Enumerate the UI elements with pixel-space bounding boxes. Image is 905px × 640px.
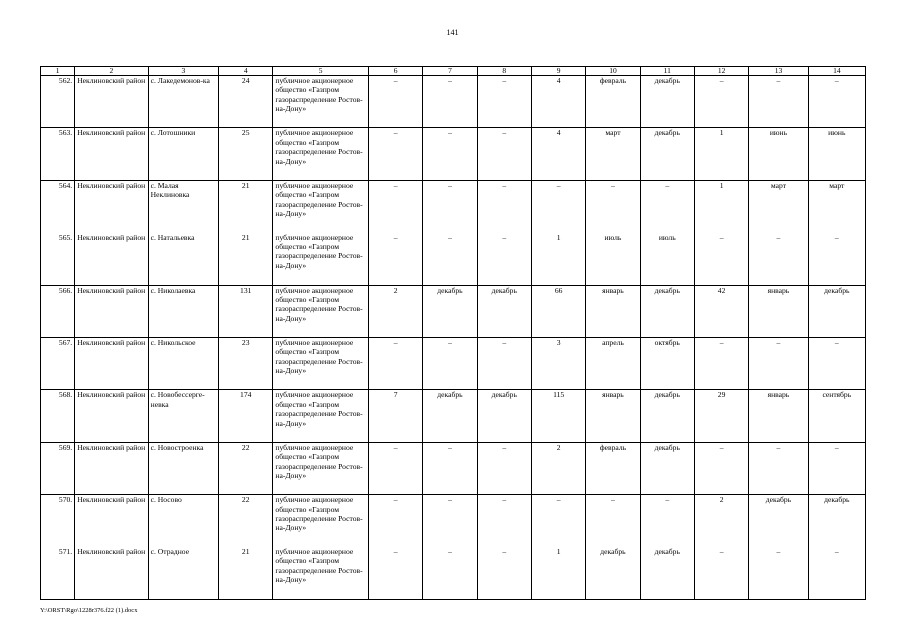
cell-col-13: январь <box>749 390 808 442</box>
cell-col-11: декабрь <box>640 390 694 442</box>
cell-settlement: с. Никольское <box>148 337 218 389</box>
cell-col-8: – <box>477 180 531 232</box>
cell-col-13: март <box>749 180 808 232</box>
cell-count: 23 <box>219 337 273 389</box>
cell-settlement: с. Лакедемонов-ка <box>148 76 218 128</box>
cell-organization: публичное акционерное общество «Газпром газораспределение Ростов-на-Дону» <box>273 390 369 442</box>
cell-settlement: с. Носово <box>148 495 218 547</box>
cell-organization: публичное акционерное общество «Газпром газораспределение Ростов-на-Дону» <box>273 547 369 599</box>
table-row <box>41 495 866 547</box>
cell-col-10: декабрь <box>586 547 640 599</box>
cell-district: Неклиновский район <box>75 337 148 389</box>
cell-col-6: – <box>368 76 422 128</box>
cell-settlement: с. Отрадное <box>148 547 218 599</box>
column-header: 9 <box>531 67 585 76</box>
cell-col-7: – <box>423 442 477 494</box>
cell-count: 131 <box>219 285 273 337</box>
cell-col-8: – <box>477 495 531 547</box>
cell-col-9: 115 <box>531 390 585 442</box>
cell-col-11: – <box>640 495 694 547</box>
cell-row-number: 565. <box>41 233 75 285</box>
cell-col-11: октябрь <box>640 337 694 389</box>
cell-settlement: с. Николаевка <box>148 285 218 337</box>
cell-col-8: – <box>477 233 531 285</box>
cell-col-11: декабрь <box>640 128 694 180</box>
cell-count: 174 <box>219 390 273 442</box>
cell-col-7: декабрь <box>423 390 477 442</box>
cell-col-14: – <box>808 76 865 128</box>
cell-col-14: – <box>808 442 865 494</box>
cell-col-8: – <box>477 547 531 599</box>
cell-row-number: 564. <box>41 180 75 232</box>
column-header: 11 <box>640 67 694 76</box>
cell-col-6: – <box>368 495 422 547</box>
cell-organization: публичное акционерное общество «Газпром газораспределение Ростов-на-Дону» <box>273 233 369 285</box>
cell-organization: публичное акционерное общество «Газпром газораспределение Ростов-на-Дону» <box>273 128 369 180</box>
cell-col-11: декабрь <box>640 547 694 599</box>
table-row <box>41 390 866 442</box>
cell-settlement: с. Малая Неклиновка <box>148 180 218 232</box>
table-row <box>41 76 866 128</box>
cell-col-6: – <box>368 337 422 389</box>
cell-col-10: март <box>586 128 640 180</box>
cell-col-9: 3 <box>531 337 585 389</box>
cell-organization: публичное акционерное общество «Газпром газораспределение Ростов-на-Дону» <box>273 180 369 232</box>
table-row <box>41 180 866 232</box>
cell-district: Неклиновский район <box>75 495 148 547</box>
cell-count: 24 <box>219 76 273 128</box>
table-row <box>41 547 866 599</box>
cell-col-6: – <box>368 128 422 180</box>
table-row <box>41 337 866 389</box>
cell-count: 22 <box>219 495 273 547</box>
cell-col-12: 2 <box>694 495 748 547</box>
column-header: 8 <box>477 67 531 76</box>
cell-settlement: с. Новостроенка <box>148 442 218 494</box>
cell-col-13: – <box>749 547 808 599</box>
cell-col-14: июнь <box>808 128 865 180</box>
cell-col-14: – <box>808 337 865 389</box>
cell-row-number: 570. <box>41 495 75 547</box>
cell-col-8: – <box>477 76 531 128</box>
cell-col-13: – <box>749 233 808 285</box>
cell-col-11: июль <box>640 233 694 285</box>
cell-col-8: – <box>477 442 531 494</box>
cell-col-6: 7 <box>368 390 422 442</box>
cell-col-6: 2 <box>368 285 422 337</box>
cell-organization: публичное акционерное общество «Газпром газораспределение Ростов-на-Дону» <box>273 495 369 547</box>
column-header: 2 <box>75 67 148 76</box>
cell-count: 21 <box>219 233 273 285</box>
cell-count: 25 <box>219 128 273 180</box>
table-row <box>41 285 866 337</box>
cell-col-12: 29 <box>694 390 748 442</box>
cell-district: Неклиновский район <box>75 76 148 128</box>
page-number: 141 <box>446 28 459 37</box>
cell-col-6: – <box>368 180 422 232</box>
cell-organization: публичное акционерное общество «Газпром газораспределение Ростов-на-Дону» <box>273 442 369 494</box>
cell-col-13: – <box>749 76 808 128</box>
cell-col-12: 42 <box>694 285 748 337</box>
column-header: 12 <box>694 67 748 76</box>
cell-col-10: январь <box>586 285 640 337</box>
cell-col-7: – <box>423 128 477 180</box>
table-row <box>41 128 866 180</box>
cell-count: 22 <box>219 442 273 494</box>
cell-col-10: – <box>586 495 640 547</box>
cell-col-14: март <box>808 180 865 232</box>
cell-district: Неклиновский район <box>75 128 148 180</box>
cell-row-number: 567. <box>41 337 75 389</box>
cell-col-12: – <box>694 547 748 599</box>
column-header: 5 <box>273 67 369 76</box>
cell-col-8: – <box>477 337 531 389</box>
cell-col-7: – <box>423 495 477 547</box>
cell-settlement: с. Лотошники <box>148 128 218 180</box>
column-header: 7 <box>423 67 477 76</box>
cell-col-10: апрель <box>586 337 640 389</box>
cell-col-9: 4 <box>531 128 585 180</box>
cell-col-13: июнь <box>749 128 808 180</box>
cell-row-number: 563. <box>41 128 75 180</box>
cell-col-14: декабрь <box>808 495 865 547</box>
cell-col-13: – <box>749 337 808 389</box>
cell-row-number: 566. <box>41 285 75 337</box>
cell-col-8: – <box>477 128 531 180</box>
cell-col-6: – <box>368 233 422 285</box>
cell-col-9: 2 <box>531 442 585 494</box>
cell-row-number: 568. <box>41 390 75 442</box>
cell-col-7: декабрь <box>423 285 477 337</box>
column-header: 1 <box>41 67 75 76</box>
cell-col-14: декабрь <box>808 285 865 337</box>
cell-organization: публичное акционерное общество «Газпром газораспределение Ростов-на-Дону» <box>273 76 369 128</box>
cell-col-12: – <box>694 337 748 389</box>
cell-district: Неклиновский район <box>75 233 148 285</box>
column-header: 14 <box>808 67 865 76</box>
cell-col-8: декабрь <box>477 285 531 337</box>
cell-col-10: июль <box>586 233 640 285</box>
cell-col-12: 1 <box>694 180 748 232</box>
cell-col-10: февраль <box>586 442 640 494</box>
footer-file-path: Y:\ORST\Rgo\1228r376.f22 (1).docx <box>40 607 138 614</box>
cell-col-6: – <box>368 547 422 599</box>
cell-col-11: декабрь <box>640 76 694 128</box>
cell-col-7: – <box>423 337 477 389</box>
table-row <box>41 233 866 285</box>
cell-col-13: декабрь <box>749 495 808 547</box>
cell-col-7: – <box>423 547 477 599</box>
column-header: 10 <box>586 67 640 76</box>
cell-district: Неклиновский район <box>75 442 148 494</box>
cell-organization: публичное акционерное общество «Газпром газораспределение Ростов-на-Дону» <box>273 337 369 389</box>
cell-col-9: 1 <box>531 547 585 599</box>
cell-col-8: декабрь <box>477 390 531 442</box>
cell-col-12: 1 <box>694 128 748 180</box>
cell-district: Неклиновский район <box>75 547 148 599</box>
data-table <box>40 66 866 600</box>
cell-col-12: – <box>694 233 748 285</box>
column-header: 3 <box>148 67 218 76</box>
cell-organization: публичное акционерное общество «Газпром газораспределение Ростов-на-Дону» <box>273 285 369 337</box>
cell-col-9: 4 <box>531 76 585 128</box>
cell-col-12: – <box>694 76 748 128</box>
cell-district: Неклиновский район <box>75 285 148 337</box>
cell-settlement: с. Новобессерге-невка <box>148 390 218 442</box>
cell-col-12: – <box>694 442 748 494</box>
cell-col-11: – <box>640 180 694 232</box>
cell-col-14: – <box>808 233 865 285</box>
cell-col-9: 66 <box>531 285 585 337</box>
cell-col-10: январь <box>586 390 640 442</box>
cell-col-6: – <box>368 442 422 494</box>
cell-col-14: – <box>808 547 865 599</box>
cell-col-11: декабрь <box>640 442 694 494</box>
cell-district: Неклиновский район <box>75 390 148 442</box>
table-body <box>41 76 866 600</box>
column-header: 4 <box>219 67 273 76</box>
cell-col-14: сентябрь <box>808 390 865 442</box>
column-header: 6 <box>368 67 422 76</box>
cell-row-number: 562. <box>41 76 75 128</box>
cell-col-9: – <box>531 180 585 232</box>
cell-row-number: 571. <box>41 547 75 599</box>
cell-col-13: январь <box>749 285 808 337</box>
cell-col-11: декабрь <box>640 285 694 337</box>
cell-col-10: февраль <box>586 76 640 128</box>
cell-col-13: – <box>749 442 808 494</box>
cell-count: 21 <box>219 547 273 599</box>
cell-col-9: – <box>531 495 585 547</box>
column-header: 13 <box>749 67 808 76</box>
cell-district: Неклиновский район <box>75 180 148 232</box>
cell-row-number: 569. <box>41 442 75 494</box>
cell-col-9: 1 <box>531 233 585 285</box>
cell-col-7: – <box>423 233 477 285</box>
cell-col-7: – <box>423 76 477 128</box>
cell-col-7: – <box>423 180 477 232</box>
cell-count: 21 <box>219 180 273 232</box>
column-number-row <box>41 67 866 76</box>
cell-settlement: с. Натальевка <box>148 233 218 285</box>
cell-col-10: – <box>586 180 640 232</box>
table-row <box>41 442 866 494</box>
